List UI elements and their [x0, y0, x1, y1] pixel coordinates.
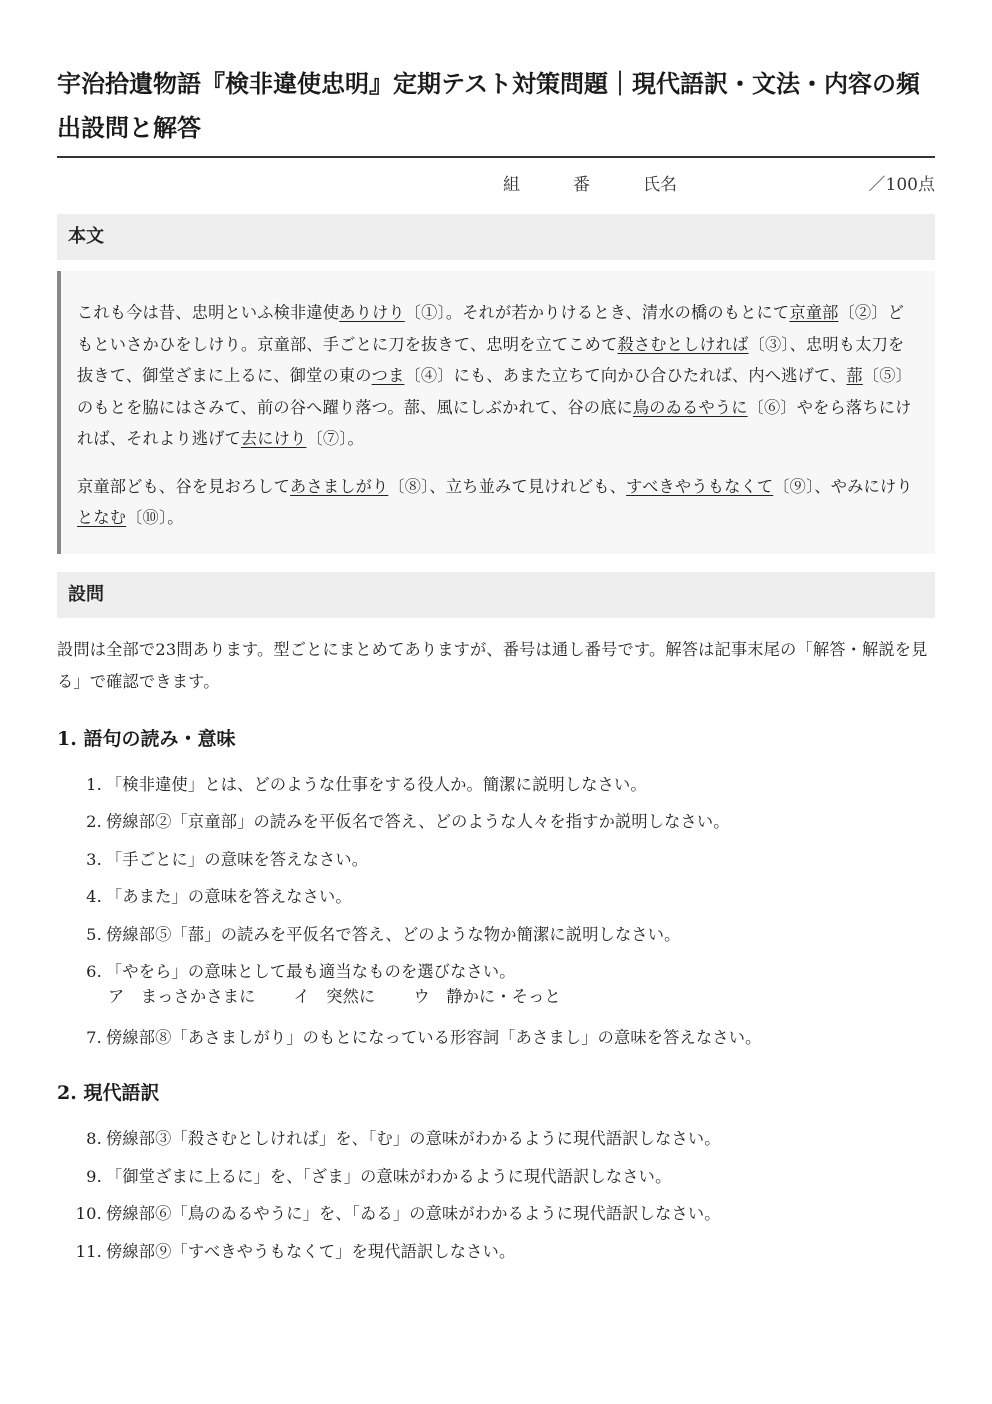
number-label: 番 — [573, 175, 590, 195]
setsumon-heading: 設問 — [57, 572, 935, 618]
text-segment: 〔⑧〕、立ち並みて見けれども、 — [388, 476, 627, 496]
page-title: 宇治拾遺物語『検非違使忠明』定期テスト対策問題｜現代語訳・文法・内容の頻出設問と解答 — [57, 69, 921, 142]
worksheet-page — [57, 0, 935, 1270]
question-number: 6. — [86, 962, 102, 981]
question-number: 5. — [86, 924, 102, 944]
question-item — [57, 1158, 935, 1196]
question-item — [57, 1195, 935, 1233]
underlined-phrase: 殺さむとしければ — [617, 334, 749, 354]
question-text: 傍線部⑧「あさましがり」のもとになっている形容詞「あさまし」の意味を答えなさい。 — [106, 1027, 762, 1047]
question-item — [57, 841, 935, 879]
question-text: 傍線部⑨「すべきやうもなくて」を現代語訳しなさい。 — [106, 1241, 516, 1261]
question-number: 11. — [75, 1241, 102, 1261]
question-number: 9. — [86, 1166, 102, 1186]
question-number: 1. — [86, 774, 102, 794]
underlined-phrase: あさましがり — [290, 476, 389, 496]
text-segment: これも今は昔、忠明といふ検非違使 — [77, 303, 340, 322]
question-item — [57, 953, 935, 1019]
underlined-phrase: つま — [371, 366, 405, 385]
original-text-block — [57, 271, 935, 554]
score-label: ／100点 — [868, 175, 935, 195]
text-segment: 〔⑨〕、やみにけり — [773, 476, 913, 496]
text-segment: 〔④〕にも、あまた立ちて向かひ合ひたれば、内へ逃げて、 — [404, 366, 847, 385]
question-text: 傍線部⑥「鳥のゐるやうに」を、「ゐる」の意味がわかるように現代語訳しなさい。 — [106, 1204, 721, 1223]
text-segment: 〔③〕、忠明も太刀を抜きて、御堂ざまに上るに、御堂の東の — [77, 334, 905, 385]
text-segment: 〔⑦〕。 — [306, 429, 364, 448]
class-label: 組 — [503, 175, 520, 195]
student-info-row — [57, 158, 935, 204]
question-item — [57, 878, 935, 916]
question-text: 傍線部⑤「蔀」の読みを平仮名で答え、どのような物か簡潔に説明しなさい。 — [106, 924, 681, 944]
underlined-phrase: すべきやうもなくて — [626, 476, 774, 496]
answer-choice: ア まっさかさまに — [108, 986, 256, 1006]
honbun-heading: 本文 — [57, 214, 935, 260]
question-text: 「あまた」の意味を答えなさい。 — [106, 887, 352, 906]
question-number: 3. — [86, 849, 102, 869]
underlined-phrase: 京童部 — [789, 303, 839, 322]
questions-intro: 設問は全部で23問あります。型ごとにまとめてありますが、番号は通し番号です。解答は記事末尾の「解答・解説を見る」で確認できます。 — [57, 639, 928, 691]
answer-choice: イ 突然に — [293, 986, 376, 1006]
question-text: 「御堂ざまに上るに」を、「ざま」の意味がわかるように現代語訳しなさい。 — [106, 1166, 672, 1186]
text-segment: 〔②〕どもといさかひをしけり。京童部、手ごとに刀を抜きて、忠明を立てこめて — [77, 303, 905, 354]
question-item — [57, 803, 935, 841]
question-item — [57, 916, 935, 954]
question-text: 「手ごとに」の意味を答えなさい。 — [106, 849, 369, 869]
question-item — [57, 1120, 935, 1158]
underlined-phrase: ありけり — [339, 303, 405, 322]
question-number: 10. — [75, 1204, 102, 1223]
question-item — [57, 1233, 935, 1271]
question-item — [57, 766, 935, 804]
underlined-phrase: となむ — [77, 508, 127, 527]
question-text: 傍線部②「京童部」の読みを平仮名で答え、どのような人々を指すか説明しなさい。 — [106, 812, 730, 831]
underlined-phrase: 蔀 — [846, 366, 863, 385]
question-list-vocab — [57, 766, 935, 1057]
answer-choice: ウ 静かに・そっと — [413, 986, 561, 1006]
underlined-phrase: 鳥のゐるやうに — [632, 397, 748, 417]
question-item — [57, 1019, 935, 1057]
underlined-phrase: 去にけり — [240, 429, 307, 448]
question-text: 「やをら」の意味として最も適当なものを選びなさい。 — [106, 962, 516, 981]
original-text-paragraph-1 — [77, 297, 915, 455]
name-label: 氏名 — [643, 175, 677, 195]
original-text-paragraph-2 — [77, 471, 915, 534]
question-number: 7. — [86, 1027, 102, 1047]
section-1-heading: 1. 語句の読み・意味 — [57, 727, 236, 750]
question-number: 4. — [86, 887, 102, 906]
text-segment: 〔①〕。それが若かりけるとき、清水の橋のもとにて — [404, 303, 790, 322]
text-segment: 京童部ども、谷を見おろして — [77, 476, 291, 496]
text-segment: 〔⑩〕。 — [126, 508, 184, 527]
text-segment: 〔⑤〕のもとを脇にはさみて、前の谷へ躍り落つ。蔀、風にしぶかれて、谷の底に — [77, 366, 912, 417]
question-number: 2. — [86, 812, 102, 831]
text-segment: 〔⑥〕やをら落ちにければ、それより逃げて — [77, 397, 912, 448]
question-text: 傍線部③「殺さむとしければ」を、「む」の意味がわかるように現代語訳しなさい。 — [106, 1129, 721, 1148]
answer-choices — [106, 983, 935, 1019]
question-number: 8. — [86, 1129, 102, 1148]
question-text: 「検非違使」とは、どのような仕事をする役人か。簡潔に説明しなさい。 — [106, 774, 647, 794]
section-2-heading: 2. 現代語訳 — [57, 1082, 160, 1104]
question-list-translation — [57, 1120, 935, 1270]
